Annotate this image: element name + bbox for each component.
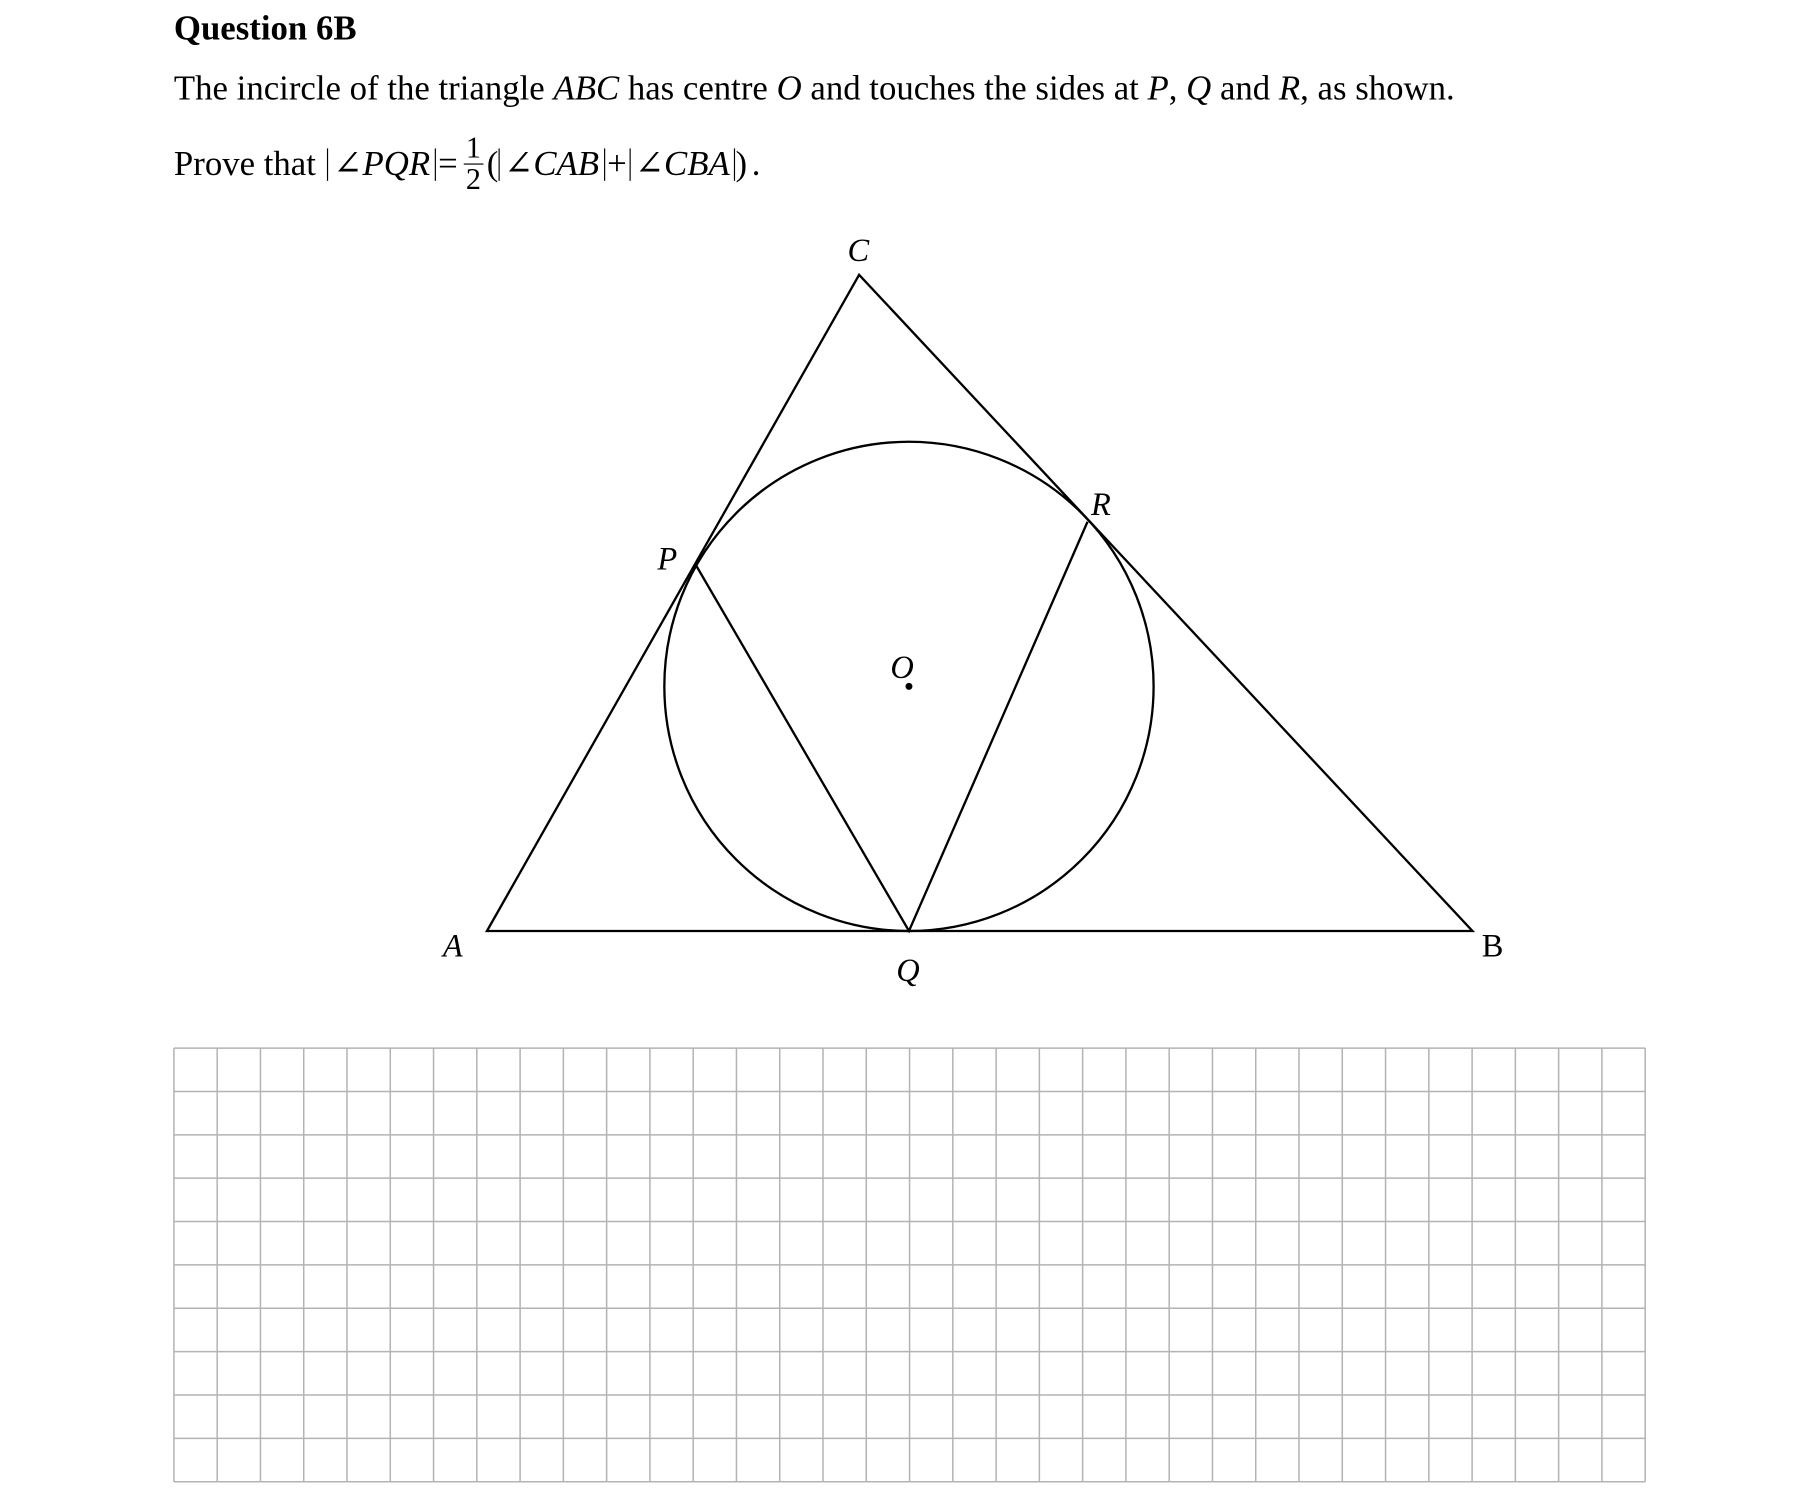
- intro-text: , as shown.: [1300, 69, 1455, 108]
- period: .: [751, 144, 761, 183]
- angle-cba: ∠CBA: [629, 148, 735, 180]
- label-r: R: [1090, 486, 1111, 523]
- intro-text: ,: [1168, 69, 1187, 108]
- label-c: C: [847, 232, 870, 269]
- intro-text: O: [776, 69, 802, 108]
- intro-text: R: [1278, 69, 1301, 108]
- label-o: O: [890, 650, 914, 687]
- intro-text: has centre: [619, 69, 777, 108]
- paren: ): [735, 144, 748, 183]
- intro-text: P: [1147, 69, 1169, 108]
- fraction-denominator: 2: [465, 162, 481, 196]
- question-title: Question 6B: [173, 9, 357, 48]
- label-q: Q: [896, 952, 920, 989]
- intro-text: and: [1211, 69, 1279, 108]
- label-a: A: [442, 928, 463, 965]
- plus-sign: +: [607, 144, 627, 183]
- equals-sign: =: [438, 144, 458, 183]
- label-p: P: [657, 541, 678, 578]
- paren: (: [486, 144, 499, 183]
- intro-text: and touches the sides at: [801, 69, 1148, 108]
- label-b: B: [1481, 928, 1504, 965]
- answer-grid[interactable]: [174, 1048, 1645, 1482]
- triangle-abc: [487, 275, 1472, 931]
- angle-pqr: ∠PQR: [328, 148, 436, 180]
- prove-prefix: Prove that: [173, 144, 316, 183]
- chords-pq-qr: [696, 522, 1088, 931]
- intro-text: Q: [1186, 69, 1212, 108]
- intro-text: ABC: [553, 69, 620, 108]
- fraction-numerator: 1: [464, 133, 484, 164]
- angle-cab: ∠CAB: [498, 148, 604, 180]
- intro-text: The incircle of the triangle: [173, 69, 554, 108]
